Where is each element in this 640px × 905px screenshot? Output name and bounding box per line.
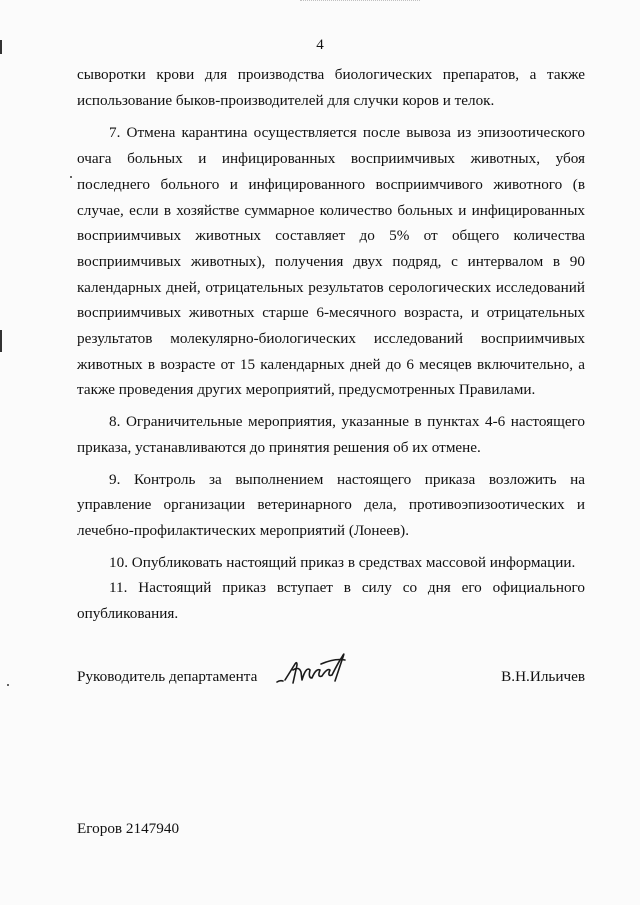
scan-top-mark <box>300 0 420 4</box>
paragraph-10: 10. Опубликовать настоящий приказ в средствах массовой информации. <box>109 553 576 571</box>
paragraph-7: 7. Отмена карантина осуществляется после вывоза из эпизоотического очага больных и инфицированных восприимчивых животных, убоя последнего больного и инфицированного восприимчивого животного (в случае, если в хозяйстве суммарное количество больных и инфицированных восприимчивых животных составляет до 5% от общего количества восприимчивых животных), получения двух подряд, с интервалом в 90 календарных дней, отрицательных результатов серологических исследований восприимчивых животных старше 6-месячного возраста, и отрицательных результатов молекулярно-биологических исследований восприимчивых животных в возрасте от 15 календарных дней до 6 месяцев включительно, а также проведения других мероприятий, предусмотренных Правилами. <box>77 124 585 399</box>
paragraph-8: 8. Ограничительные мероприятия, указанные в пунктах 4-6 настоящего приказа, устанавливаются до принятия решения об их отмене. <box>77 413 585 456</box>
page-number: 4 <box>316 37 324 53</box>
paragraph-9: 9. Контроль за выполнением настоящего приказа возложить на управление организации ветеринарного дела, противоэпизоотических и лечебно-профилактических мероприятий (Лонеев). <box>77 470 585 539</box>
handwritten-signature <box>273 646 363 692</box>
paragraph-continuation: сыворотки крови для производства биологических препаратов, а также использование быков-производителей для случки коров и телок. <box>77 66 585 109</box>
executor-footer: Егоров 2147940 <box>77 820 180 837</box>
signatory-name: В.Н.Ильичев <box>501 668 585 685</box>
signature-block <box>77 662 585 702</box>
scan-dot <box>7 684 9 686</box>
scan-dot <box>70 176 72 178</box>
document-body <box>77 62 585 627</box>
signatory-title: Руководитель департамента <box>77 668 258 685</box>
scan-edge-mark <box>0 330 2 352</box>
paragraph-11: 11. Настоящий приказ вступает в силу со дня его официального опубликования. <box>77 579 585 623</box>
